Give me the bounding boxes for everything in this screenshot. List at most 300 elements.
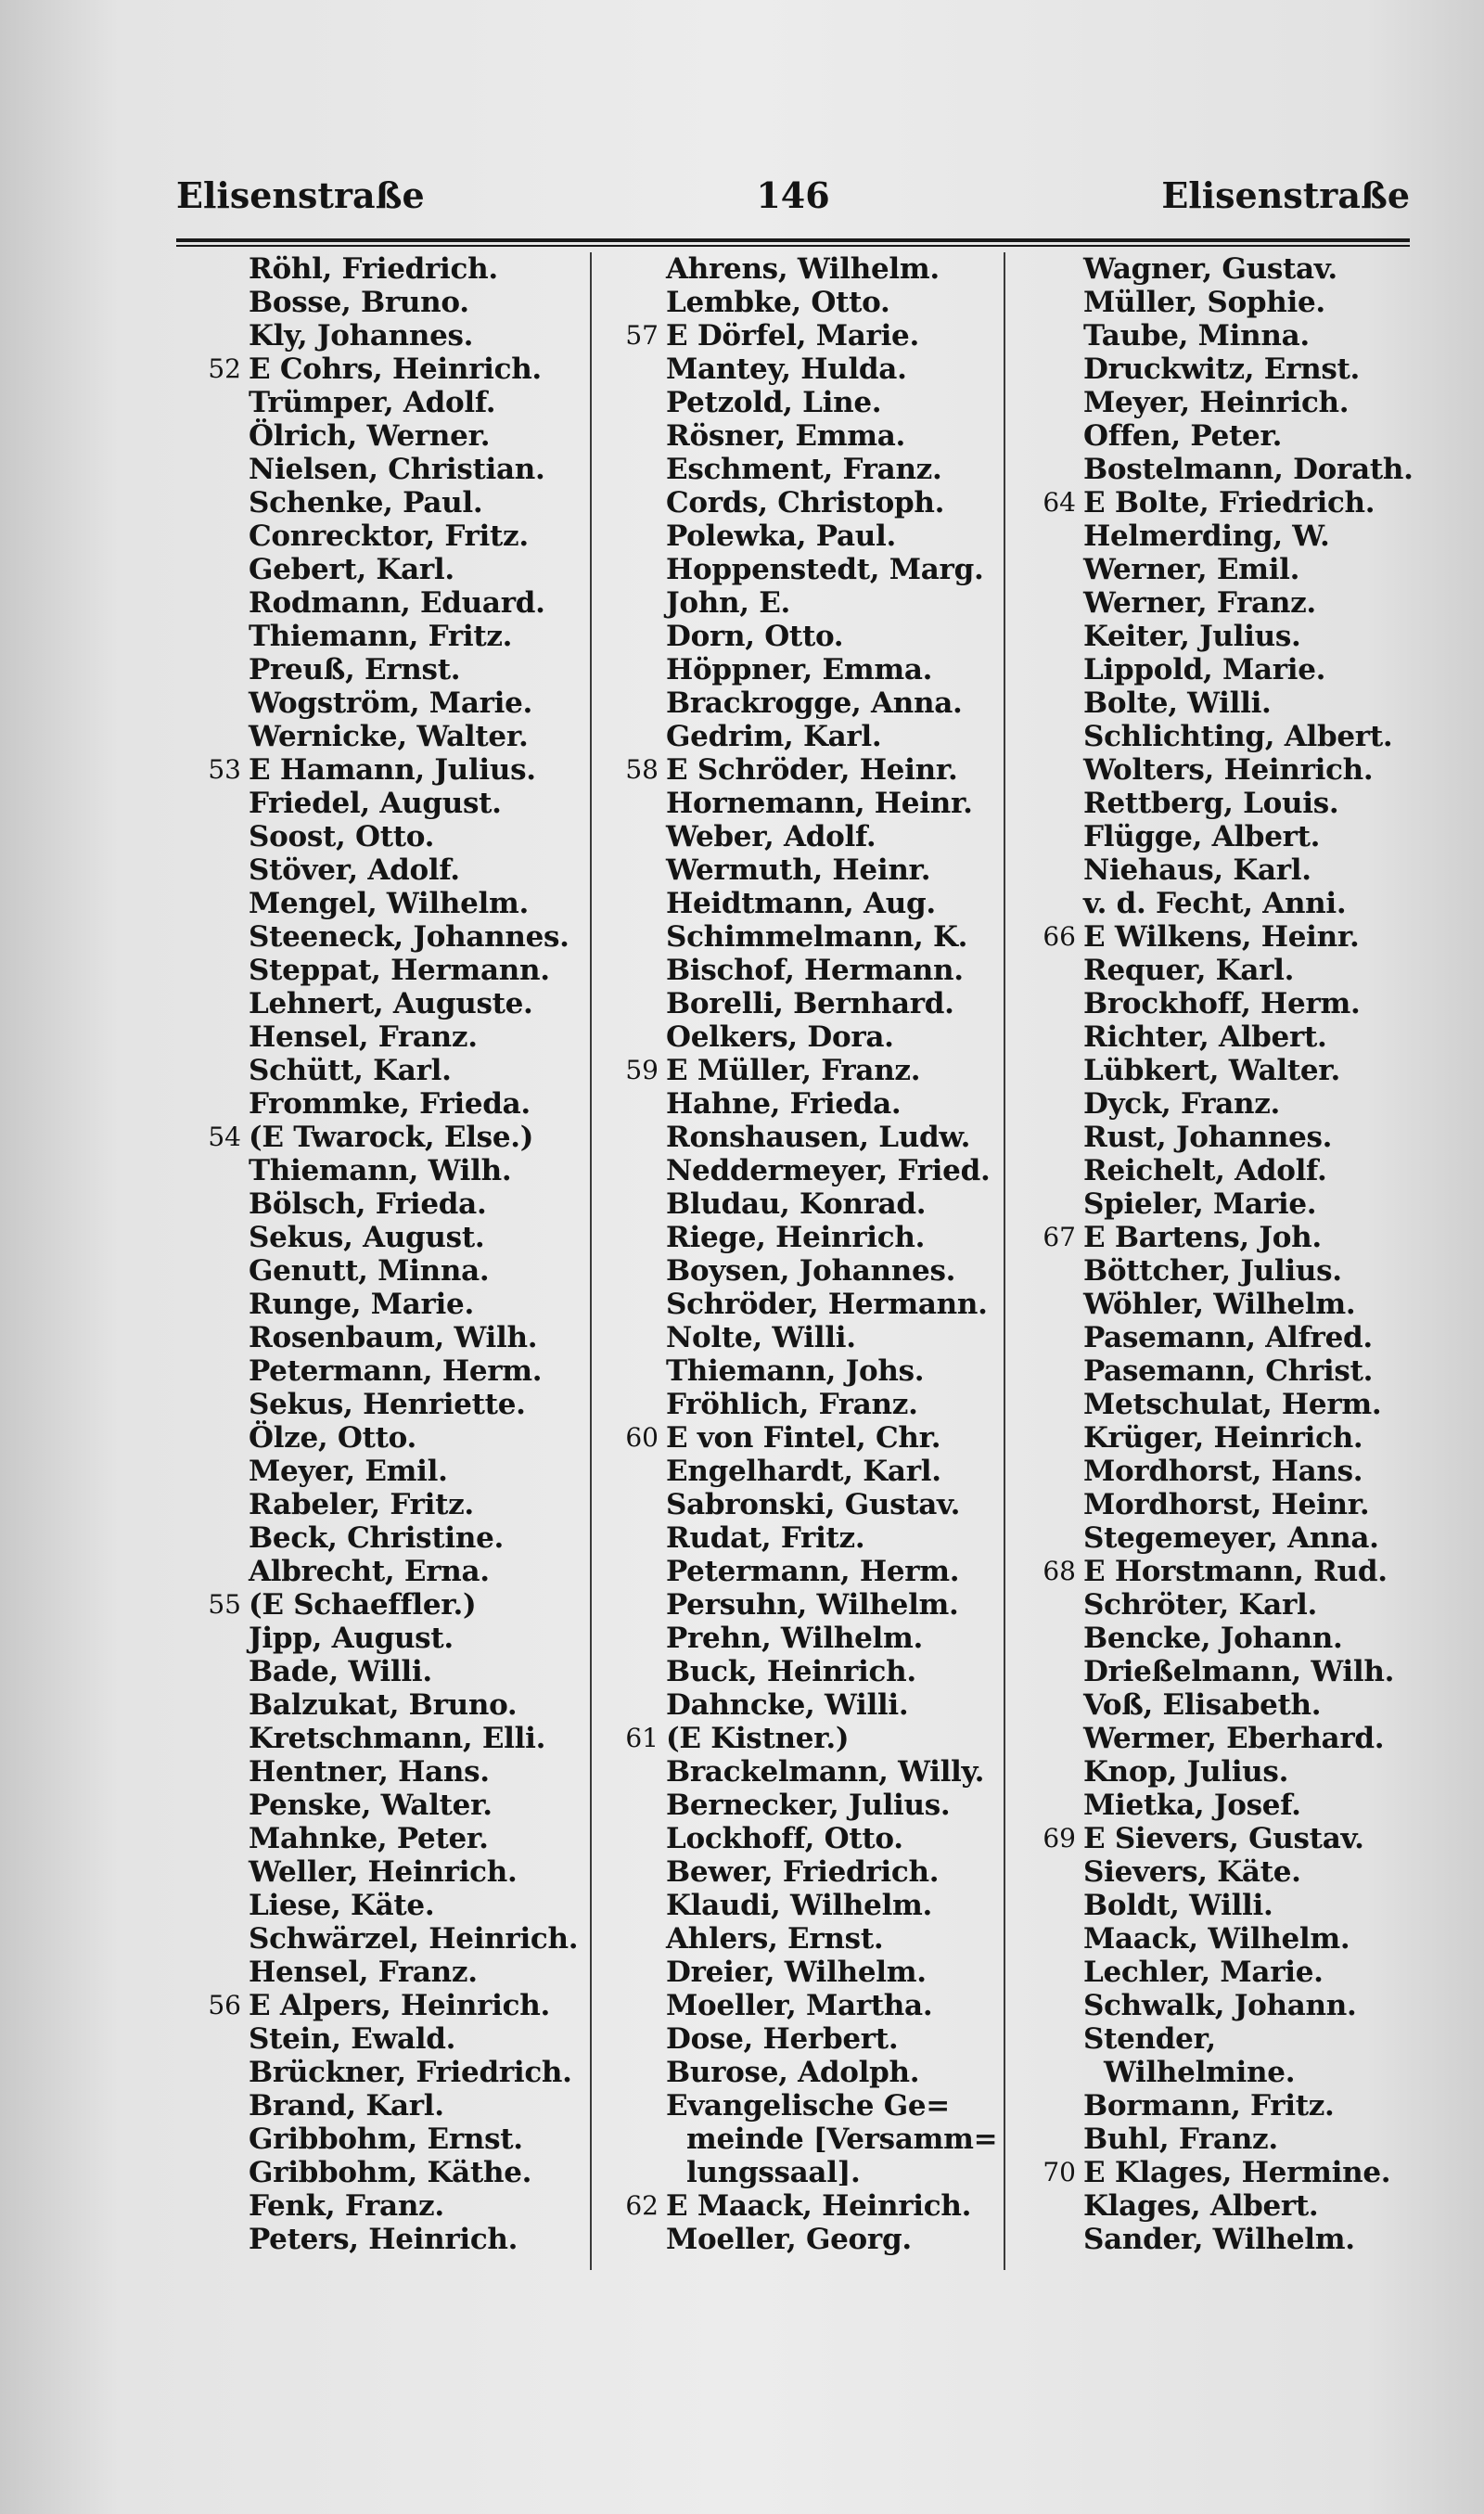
resident-name: Riege, Heinrich.: [666, 1221, 926, 1254]
directory-entry: [1011, 2189, 1438, 2223]
directory-entry: [594, 1288, 1002, 1321]
directory-entry: [594, 252, 1002, 286]
page-header: [176, 174, 1410, 230]
directory-entry: [1011, 386, 1438, 419]
resident-name: Röhl, Friedrich.: [249, 252, 498, 286]
directory-entry: [594, 1789, 1002, 1822]
resident-name: Preuß, Ernst.: [249, 653, 461, 686]
directory-entry: [1011, 1855, 1438, 1889]
resident-name: E Wilkens, Heinr.: [1083, 920, 1360, 954]
directory-entry: [594, 519, 1002, 553]
resident-name: Bade, Willi.: [249, 1655, 432, 1688]
directory-entry: [1011, 353, 1438, 386]
directory-entry: [176, 1789, 584, 1822]
resident-name: Heidtmann, Aug.: [666, 887, 936, 920]
resident-name: Kly, Johannes.: [249, 319, 474, 353]
directory-entry: [1011, 2223, 1438, 2256]
directory-entry: [594, 1087, 1002, 1121]
resident-name: E Müller, Franz.: [666, 1054, 921, 1087]
resident-name: Rösner, Emma.: [666, 419, 906, 453]
directory-entry: [176, 686, 584, 720]
directory-entry: [176, 1054, 584, 1087]
resident-name: Mordhorst, Hans.: [1083, 1455, 1363, 1488]
directory-entry: [176, 1020, 584, 1054]
directory-entry: [594, 1321, 1002, 1354]
resident-name: E Hamann, Julius.: [249, 753, 536, 787]
resident-name: Boldt, Willi.: [1083, 1889, 1273, 1922]
resident-name: Mordhorst, Heinr.: [1083, 1488, 1370, 1521]
resident-name: Dyck, Franz.: [1083, 1087, 1281, 1121]
resident-name: Sievers, Käte.: [1083, 1855, 1301, 1889]
directory-entry: [1011, 1054, 1438, 1087]
resident-name: Petzold, Line.: [666, 386, 882, 419]
header-street-left: Elisenstraße: [176, 174, 425, 216]
directory-entry: [176, 620, 584, 653]
directory-entry: [594, 2056, 1002, 2089]
directory-entry: [1011, 1722, 1438, 1755]
resident-name: Wolters, Heinrich.: [1083, 753, 1374, 787]
resident-name: Hornemann, Heinr.: [666, 787, 973, 820]
resident-name: Liese, Käte.: [249, 1889, 435, 1922]
directory-entry: [594, 1421, 1002, 1455]
house-number: 58: [625, 754, 659, 785]
directory-entry: [1011, 1388, 1438, 1421]
resident-name: Steeneck, Johannes.: [249, 920, 569, 954]
resident-name: John, E.: [666, 586, 791, 620]
directory-entry: [594, 987, 1002, 1020]
directory-entry: [176, 1421, 584, 1455]
directory-entry: [176, 1488, 584, 1521]
resident-name: Runge, Marie.: [249, 1288, 474, 1321]
directory-entry: [176, 787, 584, 820]
directory-entry: [594, 920, 1002, 954]
resident-name: Gribbohm, Käthe.: [249, 2156, 532, 2189]
directory-entry: [1011, 1087, 1438, 1121]
directory-entry: [594, 954, 1002, 987]
resident-name: Boysen, Johannes.: [666, 1254, 956, 1288]
resident-name: Buhl, Franz.: [1083, 2123, 1278, 2156]
resident-name: Lehnert, Auguste.: [249, 987, 533, 1020]
resident-name: Kretschmann, Elli.: [249, 1722, 546, 1755]
directory-entry: [594, 1655, 1002, 1688]
resident-name: Dose, Herbert.: [666, 2022, 899, 2056]
resident-name: E Bolte, Friedrich.: [1083, 486, 1375, 519]
resident-name: Bischof, Hermann.: [666, 954, 964, 987]
resident-name: Persuhn, Wilhelm.: [666, 1588, 959, 1622]
resident-name: Hensel, Franz.: [249, 1020, 478, 1054]
resident-name: Nolte, Willi.: [666, 1321, 856, 1354]
directory-entry: [594, 2123, 1002, 2156]
resident-name: Moeller, Georg.: [666, 2223, 912, 2256]
resident-name: Metschulat, Herm.: [1083, 1388, 1382, 1421]
resident-name: Hensel, Franz.: [249, 1956, 478, 1989]
directory-entry: [594, 1755, 1002, 1789]
directory-entry: [1011, 419, 1438, 453]
directory-entry: [176, 1555, 584, 1588]
resident-name: Voß, Elisabeth.: [1083, 1688, 1322, 1722]
resident-name: Offen, Peter.: [1083, 419, 1283, 453]
directory-entry: [1011, 2156, 1438, 2189]
directory-entry: [176, 653, 584, 686]
directory-entry: [594, 1989, 1002, 2022]
directory-entry: [1011, 2089, 1438, 2123]
directory-entry: [1011, 1588, 1438, 1622]
resident-name: Maack, Wilhelm.: [1083, 1922, 1350, 1956]
resident-name: Dahncke, Willi.: [666, 1688, 909, 1722]
resident-name: E Klages, Hermine.: [1083, 2156, 1391, 2189]
directory-entry: [594, 1354, 1002, 1388]
resident-name: Buck, Heinrich.: [666, 1655, 916, 1688]
resident-name: Hentner, Hans.: [249, 1755, 490, 1789]
directory-entry: [176, 1889, 584, 1922]
directory-entry: [594, 686, 1002, 720]
directory-entry: [1011, 987, 1438, 1020]
resident-name: Werner, Emil.: [1083, 553, 1300, 586]
directory-entry: [1011, 453, 1438, 486]
resident-name: v. d. Fecht, Anni.: [1083, 887, 1347, 920]
directory-entry: [176, 1755, 584, 1789]
resident-name: Mahnke, Peter.: [249, 1822, 489, 1855]
house-number: 59: [625, 1055, 659, 1085]
resident-name: Meyer, Emil.: [249, 1455, 448, 1488]
resident-name: E Horstmann, Rud.: [1083, 1555, 1388, 1588]
directory-entry: [1011, 1688, 1438, 1722]
resident-name: Prehn, Wilhelm.: [666, 1622, 923, 1655]
directory-entry: [1011, 553, 1438, 586]
directory-entry: [176, 987, 584, 1020]
directory-entry: [1011, 1655, 1438, 1688]
directory-entry: [1011, 887, 1438, 920]
resident-name: Hoppenstedt, Marg.: [666, 553, 984, 586]
resident-name: Ahlers, Ernst.: [666, 1922, 884, 1956]
house-number: 53: [208, 754, 241, 785]
resident-name: Höppner, Emma.: [666, 653, 933, 686]
directory-entry: [1011, 1989, 1438, 2022]
house-number: 61: [625, 1723, 659, 1753]
directory-entry: [1011, 2022, 1438, 2056]
directory-entry: [176, 1087, 584, 1121]
resident-name: Dreier, Wilhelm.: [666, 1956, 927, 1989]
directory-entry: [1011, 1622, 1438, 1655]
resident-name: Stöver, Adolf.: [249, 853, 460, 887]
resident-name: Spieler, Marie.: [1083, 1187, 1317, 1221]
directory-entry: [176, 753, 584, 787]
directory-entry: [594, 1889, 1002, 1922]
resident-name: Pasemann, Alfred.: [1083, 1321, 1373, 1354]
directory-entry: [1011, 653, 1438, 686]
resident-name: E Sievers, Gustav.: [1083, 1822, 1364, 1855]
directory-entry: [1011, 1455, 1438, 1488]
resident-name: Brockhoff, Herm.: [1083, 987, 1361, 1020]
directory-entry: [176, 1922, 584, 1956]
directory-entry: [1011, 1221, 1438, 1254]
resident-name: Bölsch, Frieda.: [249, 1187, 487, 1221]
resident-name: Balzukat, Bruno.: [249, 1688, 518, 1722]
resident-name: Knop, Julius.: [1083, 1755, 1289, 1789]
directory-entry: [176, 1688, 584, 1722]
directory-entry: [594, 419, 1002, 453]
directory-entry: [1011, 1789, 1438, 1822]
house-number: 60: [625, 1422, 659, 1453]
directory-entry: [594, 1622, 1002, 1655]
resident-name: Werner, Franz.: [1083, 586, 1316, 620]
directory-entry: [176, 1354, 584, 1388]
resident-name: Brackrogge, Anna.: [666, 686, 963, 720]
header-street-right: Elisenstraße: [1161, 174, 1410, 216]
resident-name: Wermuth, Heinr.: [666, 853, 931, 887]
resident-name: Trümper, Adolf.: [249, 386, 496, 419]
directory-entry: [594, 787, 1002, 820]
house-number: 62: [625, 2190, 659, 2221]
resident-name: Wöhler, Wilhelm.: [1083, 1288, 1356, 1321]
resident-name: Böttcher, Julius.: [1083, 1254, 1342, 1288]
resident-name: meinde [Versamm=: [686, 2123, 998, 2156]
directory-entry: [176, 2223, 584, 2256]
resident-name: Lübkert, Walter.: [1083, 1054, 1340, 1087]
directory-entry: [594, 1121, 1002, 1154]
resident-name: Keiter, Julius.: [1083, 620, 1301, 653]
resident-name: Schröder, Hermann.: [666, 1288, 988, 1321]
resident-name: E Dörfel, Marie.: [666, 319, 919, 353]
resident-name: Fenk, Franz.: [249, 2189, 444, 2223]
resident-name: Albrecht, Erna.: [249, 1555, 490, 1588]
resident-name: Schlichting, Albert.: [1083, 720, 1393, 753]
resident-name: Rust, Johannes.: [1083, 1121, 1333, 1154]
resident-name: Bencke, Johann.: [1083, 1622, 1343, 1655]
directory-entry: [1011, 820, 1438, 853]
resident-name: Dorn, Otto.: [666, 620, 844, 653]
directory-entry: [1011, 1822, 1438, 1855]
resident-name: Petermann, Herm.: [666, 1555, 960, 1588]
directory-entry: [176, 1388, 584, 1421]
resident-name: Schwärzel, Heinrich.: [249, 1922, 579, 1956]
directory-entry: [594, 2089, 1002, 2123]
resident-name: Thiemann, Wilh.: [249, 1154, 512, 1187]
directory-entry: [176, 1956, 584, 1989]
directory-entry: [176, 1588, 584, 1622]
directory-entry: [176, 519, 584, 553]
house-number: 56: [208, 1990, 241, 2020]
resident-name: Rabeler, Fritz.: [249, 1488, 474, 1521]
resident-name: E von Fintel, Chr.: [666, 1421, 941, 1455]
directory-entry: [594, 620, 1002, 653]
directory-entry: [594, 2022, 1002, 2056]
resident-name: Fröhlich, Franz.: [666, 1388, 918, 1421]
resident-name: Penske, Walter.: [249, 1789, 493, 1822]
resident-name: Mantey, Hulda.: [666, 353, 907, 386]
resident-name: (E Schaeffler.): [249, 1588, 477, 1622]
resident-name: Brackelmann, Willy.: [666, 1755, 985, 1789]
directory-entry: [176, 2156, 584, 2189]
directory-entry: [594, 1688, 1002, 1722]
directory-entry: [176, 1254, 584, 1288]
directory-entry: [594, 1588, 1002, 1622]
directory-entry: [176, 1121, 584, 1154]
directory-entry: [176, 2189, 584, 2223]
directory-entry: [594, 1956, 1002, 1989]
directory-entry: [176, 1321, 584, 1354]
directory-entry: [594, 1054, 1002, 1087]
resident-name: Sekus, August.: [249, 1221, 485, 1254]
resident-name: Niehaus, Karl.: [1083, 853, 1311, 887]
resident-name: E Maack, Heinrich.: [666, 2189, 972, 2223]
resident-name: Druckwitz, Ernst.: [1083, 353, 1361, 386]
directory-entry: [176, 2022, 584, 2056]
resident-name: Sander, Wilhelm.: [1083, 2223, 1355, 2256]
column-divider: [590, 252, 592, 2270]
directory-entry: [176, 1989, 584, 2022]
resident-name: Krüger, Heinrich.: [1083, 1421, 1363, 1455]
directory-entry: [594, 486, 1002, 519]
resident-name: Nielsen, Christian.: [249, 453, 545, 486]
directory-entry: [176, 1855, 584, 1889]
directory-entry: [594, 386, 1002, 419]
directory-entry: [176, 486, 584, 519]
resident-name: Bernecker, Julius.: [666, 1789, 951, 1822]
directory-entry: [594, 1521, 1002, 1555]
directory-entry: [594, 720, 1002, 753]
directory-entry: [176, 1455, 584, 1488]
directory-entry: [1011, 1187, 1438, 1221]
directory-entry: [176, 1655, 584, 1688]
resident-name: Müller, Sophie.: [1083, 286, 1325, 319]
directory-entry: [1011, 686, 1438, 720]
directory-entry: [176, 920, 584, 954]
resident-name: Stegemeyer, Anna.: [1083, 1521, 1379, 1555]
resident-name: Genutt, Minna.: [249, 1254, 490, 1288]
directory-entry: [1011, 586, 1438, 620]
resident-name: Gedrim, Karl.: [666, 720, 882, 753]
directory-entry: [594, 2156, 1002, 2189]
house-number: 67: [1043, 1222, 1076, 1252]
directory-entry: [1011, 1555, 1438, 1588]
directory-entry: [594, 887, 1002, 920]
directory-entry: [176, 353, 584, 386]
directory-entry: [594, 753, 1002, 787]
resident-name: Thiemann, Johs.: [666, 1354, 925, 1388]
directory-entry: [176, 2056, 584, 2089]
directory-entry: [1011, 1488, 1438, 1521]
directory-entry: [1011, 1254, 1438, 1288]
resident-name: Polewka, Paul.: [666, 519, 896, 553]
house-number: 52: [208, 353, 241, 384]
resident-name: E Alpers, Heinrich.: [249, 1989, 550, 2022]
resident-name: Ronshausen, Ludw.: [666, 1121, 971, 1154]
directory-entry: [1011, 319, 1438, 353]
resident-name: Cords, Christoph.: [666, 486, 945, 519]
resident-name: Taube, Minna.: [1083, 319, 1310, 353]
column-divider: [1004, 252, 1005, 2270]
directory-entry: [176, 820, 584, 853]
resident-name: Friedel, August.: [249, 787, 502, 820]
resident-name: Petermann, Herm.: [249, 1354, 543, 1388]
resident-name: Mietka, Josef.: [1083, 1789, 1301, 1822]
directory-entry: [176, 954, 584, 987]
resident-name: E Cohrs, Heinrich.: [249, 353, 542, 386]
directory-entry: [594, 1822, 1002, 1855]
directory-entry: [176, 1187, 584, 1221]
resident-name: Brückner, Friedrich.: [249, 2056, 572, 2089]
resident-name: Wogström, Marie.: [249, 686, 533, 720]
directory-entry: [176, 1154, 584, 1187]
column-3: [1011, 252, 1438, 2256]
directory-entry: [1011, 1889, 1438, 1922]
resident-name: Schimmelmann, K.: [666, 920, 968, 954]
directory-entry: [1011, 720, 1438, 753]
directory-entry: [1011, 486, 1438, 519]
resident-name: Borelli, Bernhard.: [666, 987, 954, 1020]
directory-entry: [176, 2089, 584, 2123]
directory-entry: [176, 286, 584, 319]
directory-entry: [1011, 853, 1438, 887]
resident-name: Lechler, Marie.: [1083, 1956, 1324, 1989]
resident-name: Meyer, Heinrich.: [1083, 386, 1350, 419]
directory-entry: [1011, 2123, 1438, 2156]
directory-entry: [594, 286, 1002, 319]
resident-name: Lippold, Marie.: [1083, 653, 1326, 686]
resident-name: Rettberg, Louis.: [1083, 787, 1339, 820]
column-1: [176, 252, 584, 2256]
resident-name: Reichelt, Adolf.: [1083, 1154, 1327, 1187]
directory-entry: [176, 887, 584, 920]
resident-name: Brand, Karl.: [249, 2089, 444, 2123]
directory-entry: [176, 586, 584, 620]
resident-name: Burose, Adolph.: [666, 2056, 920, 2089]
directory-entry: [1011, 1755, 1438, 1789]
directory-entry: [1011, 519, 1438, 553]
directory-entry: [1011, 1321, 1438, 1354]
directory-entry: [594, 319, 1002, 353]
resident-name: Richter, Albert.: [1083, 1020, 1327, 1054]
page-number: 146: [756, 174, 830, 216]
resident-name: Jipp, August.: [249, 1622, 454, 1655]
resident-name: Neddermeyer, Fried.: [666, 1154, 991, 1187]
resident-name: Thiemann, Fritz.: [249, 620, 513, 653]
directory-entry: [1011, 286, 1438, 319]
resident-name: Helmerding, W.: [1083, 519, 1330, 553]
directory-entry: [594, 2223, 1002, 2256]
directory-entry: [1011, 620, 1438, 653]
directory-entry: [594, 1455, 1002, 1488]
resident-name: Stein, Ewald.: [249, 2022, 456, 2056]
house-number: 69: [1043, 1823, 1076, 1853]
resident-name: Ölrich, Werner.: [249, 419, 491, 453]
directory-entry: [176, 853, 584, 887]
directory-entry: [176, 419, 584, 453]
resident-name: Requer, Karl.: [1083, 954, 1295, 987]
resident-name: lungssaal].: [686, 2156, 861, 2189]
directory-entry: [1011, 954, 1438, 987]
resident-name: Sabronski, Gustav.: [666, 1488, 961, 1521]
resident-name: E Schröder, Heinr.: [666, 753, 958, 787]
resident-name: Eschment, Franz.: [666, 453, 942, 486]
directory-entry: [1011, 1354, 1438, 1388]
resident-name: Moeller, Martha.: [666, 1989, 933, 2022]
resident-name: Rudat, Fritz.: [666, 1521, 865, 1555]
directory-entry: [176, 1722, 584, 1755]
resident-name: Weller, Heinrich.: [249, 1855, 518, 1889]
directory-entry: [1011, 1154, 1438, 1187]
house-number: 55: [208, 1589, 241, 1620]
house-number: 64: [1043, 487, 1076, 518]
house-number: 54: [208, 1122, 241, 1152]
directory-entry: [594, 1488, 1002, 1521]
directory-entry: [176, 252, 584, 286]
resident-name: Flügge, Albert.: [1083, 820, 1321, 853]
resident-name: Klages, Albert.: [1083, 2189, 1319, 2223]
directory-entry: [594, 586, 1002, 620]
directory-entry: [1011, 1288, 1438, 1321]
